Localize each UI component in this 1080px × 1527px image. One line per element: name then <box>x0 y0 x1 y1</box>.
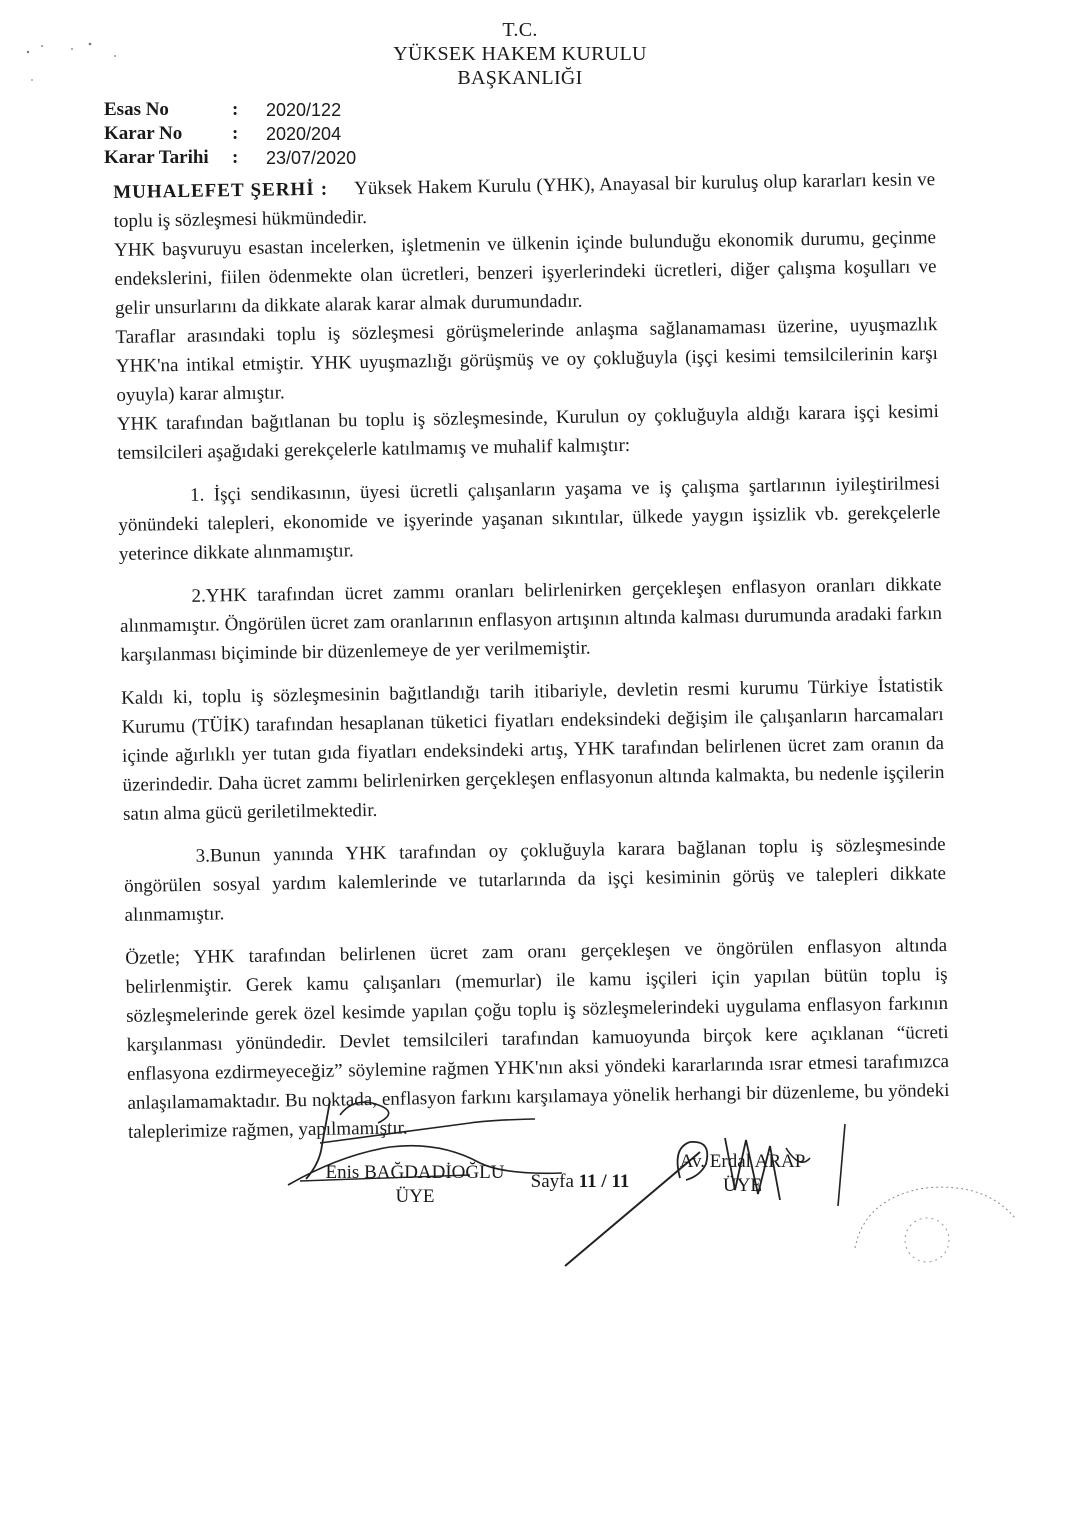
scan-speckle <box>20 40 130 90</box>
header-line-1: T.C. <box>502 19 538 41</box>
meta-label: Karar Tarihi <box>104 147 209 168</box>
signatory-name: Enis BAĞDADİOĞLU <box>325 1161 505 1183</box>
meta-value: 2020/204 <box>266 124 342 144</box>
paragraph-kaldi-ki: Kaldı ki, toplu iş sözleşmesinin bağıtlandığı tarih itibariyle, devletin resmi kurumu Türkiye İstatistik Kurumu (TÜİK) tarafından hesaplanan tüketici fiyatları endeksindeki değişim ile çalışanların harcamaları içinde ağırlıklı yer tutan gıda fiyatları endeksindeki artış, YHK tarafından belirlenen ücret zam oranın da üzerindedir. Daha ücret zammı belirlenirken gerçekleşen enflasyonun altında kalmakta, bu nedenle işçilerin satın alma gücü geriletilmektedir. <box>121 675 945 825</box>
meta-colon: : <box>232 147 239 168</box>
meta-row-karar-tarihi <box>104 146 356 170</box>
paragraph-objection: YHK tarafından bağıtlanan bu toplu iş sözleşmesinde, Kurulun oy çokluğuyla aldığı karara işçi kesimi temsilcileri aşağıdaki gerekçelerle katılmamış ve muhalif kalmıştır: <box>116 401 939 464</box>
meta-colon: : <box>232 123 239 144</box>
signatory-title: ÜYE <box>395 1185 435 1207</box>
paragraph-ozetle: Özetle; YHK tarafından belirlenen ücret zam oranı gerçekleşen ve öngörülen enflasyon altında belirlenmiştir. Gerek kamu çalışanları (memurlar) ile kamu işçileri için yapılan bütün toplu iş sözleşmelerinde gerek özel kesimde yapılan çoğu toplu iş sözleşmelerindeki uygulama enflasyon farkının karşılanması yönündedir. Devlet temsilcileri tarafından kamuoyunda birçok kere açıklanan “ücreti enflasyona ezdirmeyeceğiz” söylemine rağmen YHK'nın aksi yöndeki kararlarında ısrar etmesi tarafımızca anlaşılamamaktadır. Bu noktada, enflasyon farkını karşılamaya yönelik herhangi bir düzenleme, bu yöndeki taleplerimize rağmen, yapılmamıştır. <box>125 934 950 1143</box>
official-seal <box>835 1178 1030 1263</box>
meta-colon: : <box>232 99 239 120</box>
paragraph-dispute: Taraflar arasındaki toplu iş sözleşmesi görüşmelerinde anlaşma sağlanamaması üzerine, uyuşmazlık YHK'na intikal etmiştir. YHK uyuşmazlığı görüşmüş ve oy çokluğuyla (işçi kesimi temsilcilerinin karşı oyuyla) karar almıştır. <box>115 314 939 406</box>
header-line-3: BAŞKANLIĞI <box>457 67 583 89</box>
meta-label: Esas No <box>104 99 169 120</box>
paragraph-yhk-review: YHK başvuruyu esastan incelerken, işletmenin ve ülkenin içinde bulunduğu ekonomik durumu, geçinme endekslerini, fiilen ödenmekte olan ücretleri, benzeri işyerlerindeki ücretleri, diğer çalışma koşulları ve gelir unsurlarını da dikkate alarak karar almak durumundadır. <box>113 227 937 319</box>
dissent-heading: MUHALEFET ŞERHİ : <box>113 178 329 203</box>
meta-value: 23/07/2020 <box>266 148 357 168</box>
meta-row-esas-no <box>104 98 356 122</box>
meta-row-karar-no <box>104 122 356 146</box>
header-line-2: YÜKSEK HAKEM KURULU <box>393 43 647 65</box>
document-header <box>380 18 660 90</box>
page-label: Sayfa <box>530 1170 574 1192</box>
case-metadata <box>104 98 356 170</box>
page-number: 11 / 11 <box>578 1170 630 1192</box>
objection-item-2: 2.YHK tarafından ücret zammı oranları belirlenirken gerçekleşen enflasyon oranları dikkate alınmamıştır. Öngörülen ücret zam oranlarının enflasyon artışının altında kalması durumunda aradaki farkın karşılanması biçiminde bir düzenlemeye de yer verilmemiştir. <box>119 574 943 666</box>
document-body <box>113 165 950 1147</box>
objection-item-1: 1. İşçi sendikasının, üyesi ücretli çalışanların yaşama ve iş çalışma şartlarının iyileştirilmesi yönündeki talepleri, ekonomide ve işyerinde yaşanan sıkıntılar, ülkede yaygın işsizlik vb. gerekçelerle yeterince dikkate alınmamıştır. <box>118 473 941 565</box>
meta-value: 2020/122 <box>266 100 342 120</box>
signatory-name: Av. Erdal ARAP <box>679 1150 806 1172</box>
page-footer <box>480 1171 680 1193</box>
signatory-2 <box>655 1150 830 1198</box>
meta-label: Karar No <box>104 123 183 144</box>
signatory-title: ÜYE <box>722 1174 763 1196</box>
objection-item-3: 3.Bunun yanında YHK tarafından oy çokluğuyla karara bağlanan toplu iş sözleşmesinde öngörülen sosyal yardım kalemlerinde ve tutarlarında da işçi kesiminin görüş ve talepleri dikkate alınmamıştır. <box>123 834 947 926</box>
intro-text: Yüksek Hakem Kurulu (YHK), Anayasal bir kuruluş olup kararları kesin ve toplu iş sözleşmesi hükmündedir. <box>113 169 936 232</box>
